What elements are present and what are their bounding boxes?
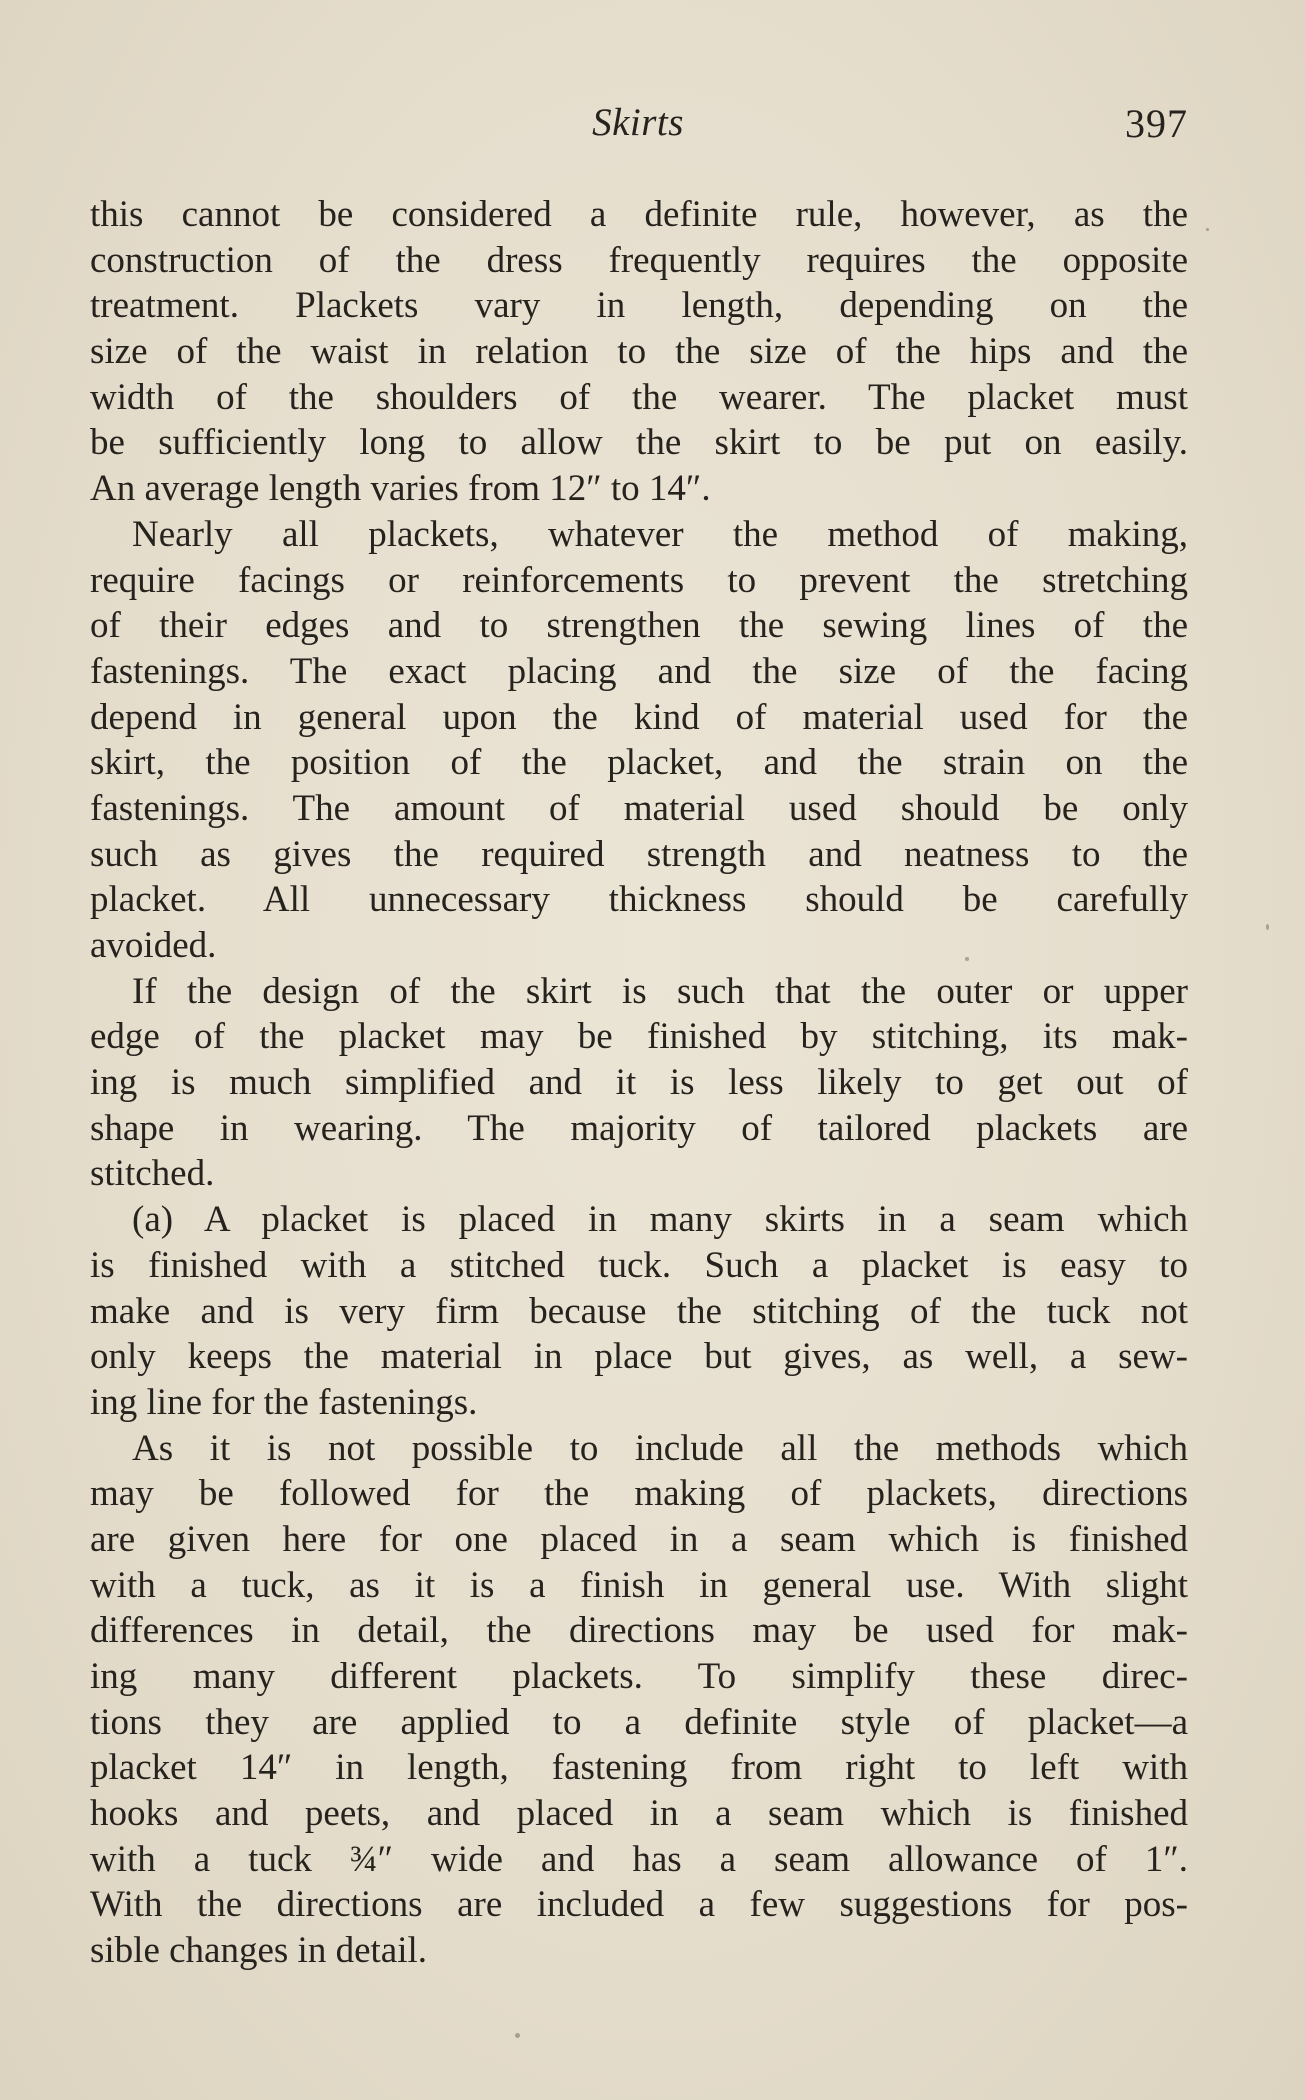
paragraph [90, 512, 1188, 969]
text-line: fastenings. The amount of material used should be only [90, 787, 1188, 829]
text-line: skirt, the position of the placket, and the strain on the [90, 742, 1188, 784]
text-line: placket 14″ in length, fastening from right to left with [90, 1747, 1188, 1789]
text-line: avoided. [90, 925, 217, 966]
page-header [88, 100, 1188, 160]
paragraph [90, 1197, 1188, 1425]
text-line: shape in wearing. The majority of tailored plackets are [90, 1107, 1188, 1149]
text-line: width of the shoulders of the wearer. The placket must [90, 376, 1188, 418]
text-line: tions they are applied to a definite style of placket—a [90, 1701, 1188, 1743]
text-line: depend in general upon the kind of material used for the [90, 696, 1188, 738]
text-line: size of the waist in relation to the size of the hips and the [90, 331, 1188, 373]
text-line: such as gives the required strength and neatness to the [90, 833, 1188, 875]
text-line: are given here for one placed in a seam which is finished [90, 1518, 1188, 1560]
text-line: (a) A placket is placed in many skirts in a seam which [132, 1199, 1188, 1241]
text-line: is finished with a stitched tuck. Such a placket is easy to [90, 1244, 1188, 1286]
text-line: edge of the placket may be finished by stitching, its mak- [90, 1016, 1188, 1058]
text-line: An average length varies from 12″ to 14″. [90, 468, 711, 510]
text-line: As it is not possible to include all the methods which [132, 1427, 1188, 1469]
text-line: with a tuck ¾″ wide and has a seam allowance of 1″. [90, 1838, 1188, 1880]
text-line: If the design of the skirt is such that the outer or upper [132, 970, 1188, 1012]
text-line: fastenings. The exact placing and the size of the facing [90, 650, 1188, 692]
body-text [90, 192, 1188, 1974]
text-line: With the directions are included a few suggestions for pos- [90, 1884, 1188, 1926]
text-line: with a tuck, as it is a finish in general use. With slight [90, 1564, 1188, 1606]
text-line: construction of the dress frequently requires the opposite [90, 239, 1188, 281]
paragraph [90, 969, 1188, 1197]
text-line: placket. All unnecessary thickness should be carefully [90, 879, 1188, 921]
text-line: ing is much simplified and it is less likely to get out of [90, 1062, 1188, 1104]
text-line: ing line for the fastenings. [90, 1381, 478, 1423]
text-line: make and is very firm because the stitching of the tuck not [90, 1290, 1188, 1332]
text-line: be sufficiently long to allow the skirt to be put on easily. [90, 422, 1188, 464]
paper-speck [515, 2033, 520, 2038]
paper-speck [1206, 228, 1209, 231]
text-line: require facings or reinforcements to prevent the stretching [90, 559, 1188, 601]
text-line: ing many different plackets. To simplify these direc- [90, 1656, 1188, 1697]
paper-speck [965, 957, 969, 961]
paragraph [90, 1426, 1188, 1974]
text-line: sible changes in detail. [90, 1930, 428, 1972]
page-number: 397 [1125, 101, 1188, 146]
text-line: only keeps the material in place but gives, as well, a sew- [90, 1336, 1188, 1378]
text-line: Nearly all plackets, whatever the method of making, [132, 513, 1188, 555]
running-title: Skirts [592, 101, 684, 144]
text-line: this cannot be considered a definite rule, however, as the [90, 194, 1188, 235]
text-line: of their edges and to strengthen the sewing lines of the [90, 605, 1188, 647]
text-line: may be followed for the making of plackets, directions [90, 1473, 1188, 1515]
text-line: treatment. Plackets vary in length, depending on the [90, 285, 1188, 327]
paper-speck [1266, 924, 1269, 930]
text-line: differences in detail, the directions may be used for mak- [90, 1610, 1188, 1652]
paragraph [90, 192, 1188, 512]
text-line: hooks and peets, and placed in a seam which is finished [90, 1793, 1188, 1835]
text-line: stitched. [90, 1153, 215, 1195]
